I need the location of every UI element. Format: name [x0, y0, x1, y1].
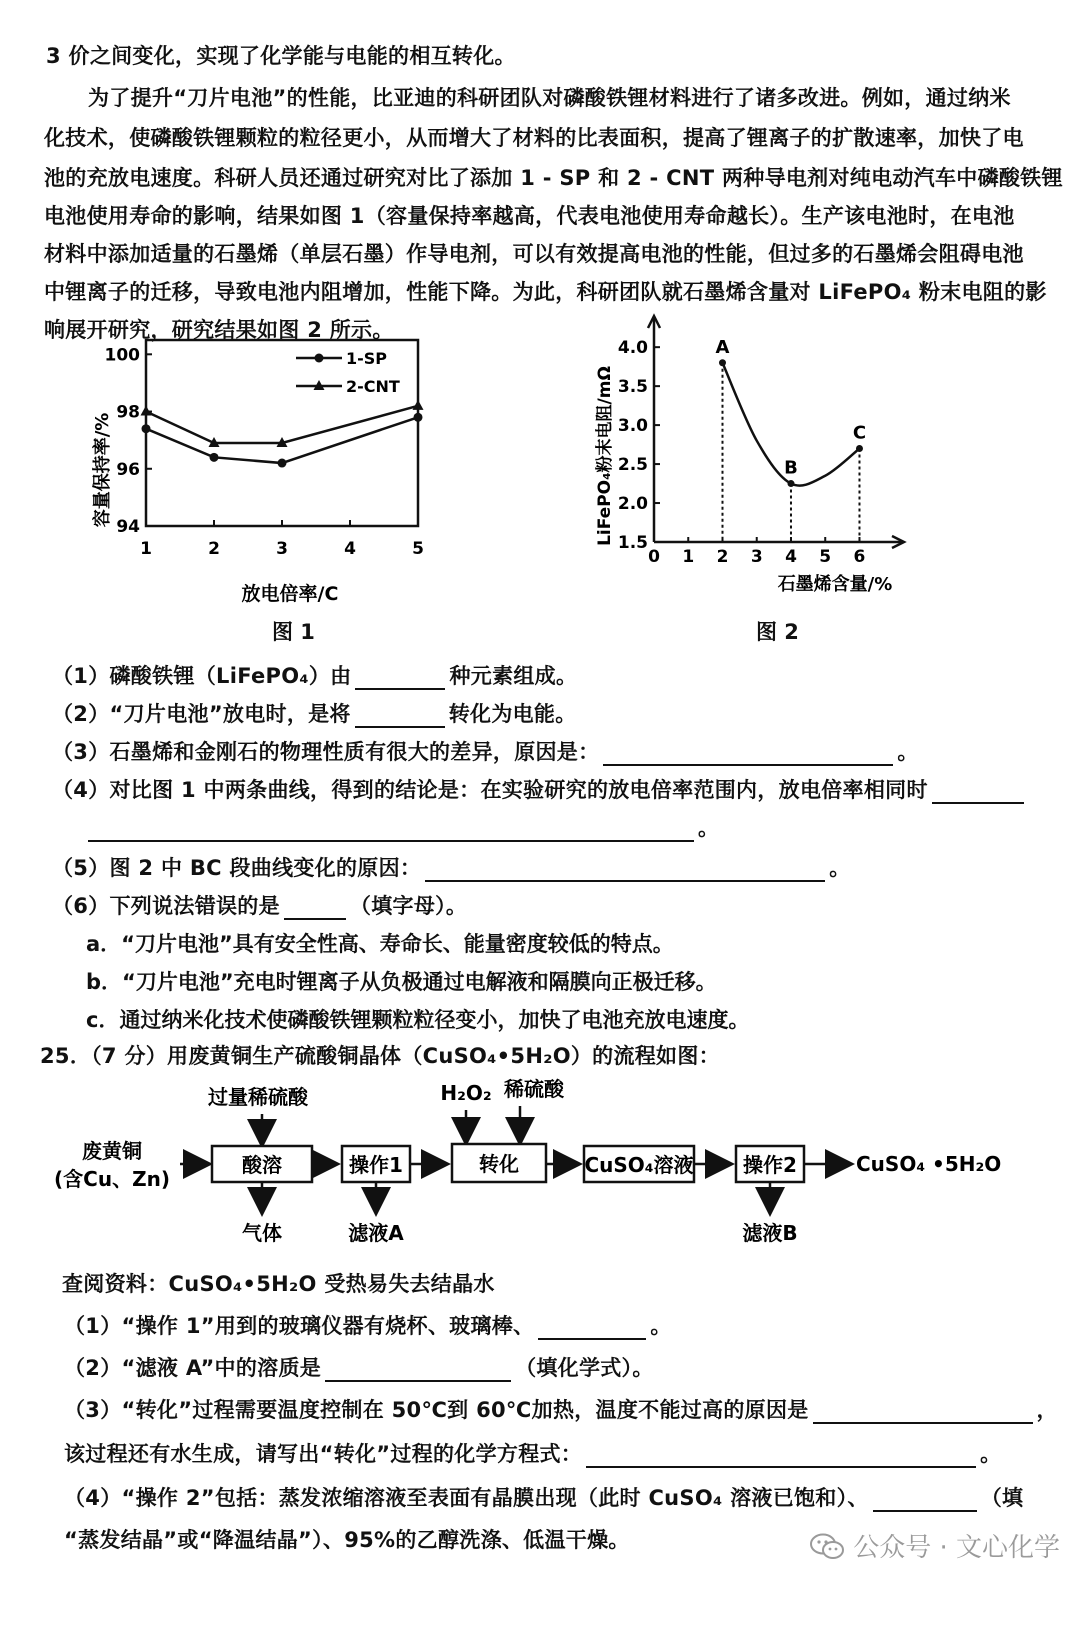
- fig2-point-label: C: [852, 422, 867, 444]
- q24-2-text: （2）“刀片电池”放电时，是将: [52, 702, 351, 726]
- fig1-xlabel: 放电倍率/C: [241, 583, 339, 605]
- fig1-xtick-label: 1: [140, 539, 152, 559]
- fig1-ytick-label: 100: [104, 345, 140, 366]
- fig1-legend-label: 2-CNT: [346, 377, 400, 396]
- q24-4-cont: [88, 812, 719, 842]
- q25-flow-diagram: [0, 1070, 1080, 1250]
- flow-filtrate-b: 滤液B: [742, 1221, 798, 1245]
- q25-4: [64, 1482, 1023, 1512]
- q24-3-blank[interactable]: [603, 742, 893, 766]
- fig2-ylabel: LiFePO₄粉末电阻/mΩ: [595, 366, 615, 546]
- q24-2-text-end: 转化为电能。: [448, 702, 577, 726]
- q24-1-text-end: 种元素组成。: [449, 664, 578, 688]
- fig1-xtick-label: 4: [344, 539, 356, 559]
- q24-1-text: （1）磷酸铁锂（LiFePO₄）由: [52, 664, 352, 688]
- q24-2: [52, 698, 577, 728]
- flow-box-operation-2-label: 操作2: [743, 1153, 797, 1177]
- fig1-ylabel: 容量保持率/%: [92, 412, 113, 528]
- flow-box-conversion-label: 转化: [479, 1152, 519, 1176]
- q25-3: [64, 1394, 1058, 1424]
- flow-acid-in: 过量稀硫酸: [208, 1085, 308, 1109]
- wechat-icon: [809, 1532, 845, 1560]
- flow-input-line1: 废黄铜: [82, 1139, 142, 1163]
- fig1-legend-label: 1-SP: [346, 349, 388, 368]
- fig1-point-triangle: [413, 400, 424, 410]
- q25-3b-text: 该过程还有水生成，请写出“转化”过程的化学方程式：: [64, 1442, 583, 1466]
- figure-2-caption: 图 2: [756, 620, 799, 644]
- fig1-point-triangle: [141, 406, 152, 416]
- figure-1-caption: 图 1: [272, 620, 315, 644]
- q24-3: [52, 736, 919, 766]
- q25-2-blank[interactable]: [325, 1358, 511, 1382]
- q24-5-text-end: 。: [829, 856, 851, 880]
- fig2-xtick-label: 4: [785, 547, 797, 567]
- q24-6-text: （6）下列说法错误的是: [52, 894, 280, 918]
- fig2-ytick-label: 2.5: [617, 455, 648, 476]
- q24-4-blank-a[interactable]: [932, 780, 1024, 804]
- q25-4b: “蒸发结晶”或“降温结晶”）、95%的乙醇洗涤、低温干燥。: [64, 1528, 630, 1552]
- intro-line-1: 3 价之间变化，实现了化学能与电能的相互转化。: [46, 44, 516, 68]
- q24-3-text-end: 。: [897, 740, 919, 764]
- intro-line-5: 电池使用寿命的影响，结果如图 1（容量保持率越高，代表电池使用寿命越长）。生产该电池时，在电池: [44, 204, 1015, 228]
- q25-3-blank[interactable]: [813, 1400, 1033, 1424]
- fig1-xtick-label: 5: [412, 539, 424, 559]
- figure-2-chart: [590, 306, 920, 606]
- fig2-ytick-label: 2.0: [617, 494, 648, 515]
- q24-6-option-c: c．通过纳米化技术使磷酸铁锂颗粒粒径变小，加快了电池充放电速度。: [86, 1008, 750, 1032]
- flow-filtrate-a: 滤液A: [348, 1221, 404, 1245]
- flow-product: CuSO₄ •5H₂O: [856, 1152, 1002, 1176]
- q25-3b-text-end: 。: [980, 1442, 1002, 1466]
- fig2-xtick-label: 2: [716, 547, 729, 567]
- fig2-ytick-label: 3.5: [617, 377, 648, 398]
- q24-1: [52, 660, 577, 690]
- fig2-point-label: B: [784, 457, 798, 479]
- fig2-point-a: [719, 359, 726, 366]
- q24-1-blank[interactable]: [355, 666, 445, 690]
- flow-gas-out: 气体: [242, 1221, 282, 1245]
- q25-2-text-end: （填化学式）。: [515, 1356, 654, 1380]
- fig2-xtick-label: 5: [819, 547, 832, 567]
- q25-info: 查阅资料：CuSO₄•5H₂O 受热易失去结晶水: [62, 1272, 495, 1296]
- q25-3b: [64, 1438, 1001, 1468]
- fig1-ytick-label: 98: [116, 402, 140, 423]
- q24-6: [52, 890, 467, 920]
- intro-line-6: 材料中添加适量的石墨烯（单层石墨）作导电剂，可以有效提高电池的性能，但过多的石墨烯会阻碍电池: [44, 242, 1024, 266]
- q24-6-blank[interactable]: [284, 896, 346, 920]
- fig1-legend-marker: [315, 354, 324, 363]
- q25-4-text: （4）“操作 2”包括：蒸发浓缩溶液至表面有晶膜出现（此时 CuSO₄ 溶液已饱和）、: [64, 1486, 869, 1510]
- q24-4-blank-b[interactable]: [88, 818, 694, 842]
- flow-box-operation-1-label: 操作1: [349, 1153, 403, 1177]
- fig2-xtick-label: 6: [853, 547, 866, 567]
- intro-line-4: 池的充放电速度。科研人员还通过研究对比了添加 1 - SP 和 2 - CNT 两种导电剂对纯电动汽车中磷酸铁锂: [44, 166, 1063, 190]
- watermark-text: 公众号 · 文心化学: [853, 1533, 1060, 1563]
- fig2-point-c: [856, 445, 863, 452]
- fig2-xtick-label: 1: [682, 547, 695, 567]
- q24-2-blank[interactable]: [355, 704, 445, 728]
- flow-box-cuso4-solution-label: CuSO₄溶液: [584, 1153, 694, 1177]
- q25-1-text-end: 。: [650, 1314, 672, 1338]
- q25-1: [64, 1310, 672, 1340]
- fig1-point-circle: [414, 413, 423, 422]
- q25-title: 25．（7 分）用废黄铜生产硫酸铜晶体（CuSO₄•5H₂O）的流程如图：: [40, 1044, 720, 1068]
- q25-1-blank[interactable]: [538, 1316, 646, 1340]
- fig1-ytick-label: 94: [116, 517, 140, 537]
- fig2-xtick-label: 3: [750, 547, 763, 567]
- q25-3-text-end: ，: [1036, 1398, 1058, 1422]
- q24-4: [52, 774, 1028, 804]
- fig2-point-label: A: [715, 336, 730, 358]
- flow-box-acid-dissolve-label: 酸溶: [242, 1153, 282, 1177]
- flow-h2o2: H₂O₂: [440, 1081, 492, 1105]
- q24-6-text-end: （填字母）。: [349, 894, 468, 918]
- q25-2-text: （2）“滤液 A”中的溶质是: [64, 1356, 322, 1380]
- intro-line-8: 响展开研究，研究结果如图 2 所示。: [44, 318, 394, 342]
- fig1-xtick-label: 2: [208, 539, 220, 559]
- q24-5-text: （5）图 2 中 BC 段曲线变化的原因：: [52, 856, 422, 880]
- fig1-point-circle: [278, 459, 287, 468]
- flow-dilute-acid: 稀硫酸: [504, 1077, 564, 1101]
- fig2-xtick-label: 0: [648, 547, 660, 567]
- fig1-point-circle: [142, 424, 151, 433]
- fig1-ytick-label: 96: [116, 459, 140, 480]
- q25-3-text: （3）“转化”过程需要温度控制在 50℃到 60℃加热，温度不能过高的原因是: [64, 1398, 809, 1422]
- figure-1-chart: [80, 330, 440, 610]
- fig1-xtick-label: 3: [276, 539, 288, 559]
- intro-line-2: 为了提升“刀片电池”的性能，比亚迪的科研团队对磷酸铁锂材料进行了诸多改进。例如，通过纳米: [88, 86, 1011, 110]
- q25-4-blank[interactable]: [873, 1488, 977, 1512]
- q25-2: [64, 1352, 654, 1382]
- q24-3-text: （3）石墨烯和金刚石的物理性质有很大的差异，原因是：: [52, 740, 600, 764]
- q24-6-option-b: b．“刀片电池”充电时锂离子从负极通过电解液和隔膜向正极迁移。: [86, 970, 717, 994]
- fig2-ytick-label: 4.0: [617, 338, 648, 359]
- q25-3b-blank[interactable]: [586, 1444, 976, 1468]
- q24-4-text: （4）对比图 1 中两条曲线，得到的结论是：在实验研究的放电倍率范围内，放电倍率相同时: [52, 778, 928, 802]
- intro-line-7: 中锂离子的迁移，导致电池内阻增加，性能下降。为此，科研团队就石墨烯含量对 LiFePO₄ 粉末电阻的影: [44, 280, 1047, 304]
- q24-4-text-end: 。: [698, 816, 720, 840]
- fig1-point-circle: [210, 453, 219, 462]
- fig2-ytick-label: 1.5: [617, 533, 648, 553]
- q25-1-text: （1）“操作 1”用到的玻璃仪器有烧杯、玻璃棒、: [64, 1314, 535, 1338]
- flow-input-line2: (含Cu、Zn): [54, 1167, 170, 1191]
- q25-4-text-end: （填: [980, 1486, 1024, 1510]
- fig2-ytick-label: 3.0: [617, 416, 648, 437]
- watermark: [809, 1527, 1060, 1564]
- fig2-point-b: [787, 480, 794, 487]
- fig2-xlabel: 石墨烯含量/%: [777, 574, 893, 595]
- q24-5-blank[interactable]: [425, 858, 825, 882]
- q24-5: [52, 852, 851, 882]
- intro-line-3: 化技术，使磷酸铁锂颗粒的粒径更小，从而增大了材料的比表面积，提高了锂离子的扩散速率，加快了电: [44, 126, 1024, 150]
- q24-6-option-a: a．“刀片电池”具有安全性高、寿命长、能量密度较低的特点。: [86, 932, 674, 956]
